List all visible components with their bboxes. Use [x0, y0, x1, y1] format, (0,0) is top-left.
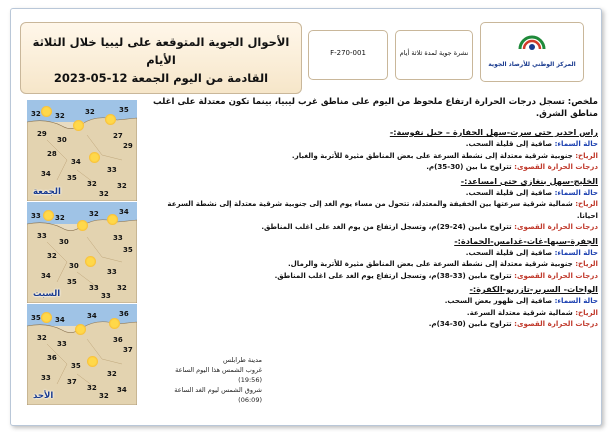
- map-temp: 32: [107, 370, 117, 378]
- sun-icon: [85, 256, 96, 267]
- region-title: الجفرة-سبها-غات-غدامس-الحمادة:-: [454, 235, 598, 246]
- map-temp: 30: [59, 238, 69, 246]
- map-day-label: الجمعة: [33, 187, 61, 197]
- sky-label: حالة السماء:: [554, 247, 598, 257]
- region-south-west: [145, 235, 598, 282]
- wind-value: شمالية شرقية سرعتها بين الخفيفة والمعتدلة، تتحول من مساء يوم الغد إلى جنوبية شرقية معتدلة إلى نشطة السرعة احيانا.: [167, 199, 598, 220]
- temp-label: درجات الحرارة القصوى:: [514, 222, 598, 231]
- sun-icon: [75, 324, 86, 335]
- map-temp: 36: [119, 310, 129, 318]
- bulletin-type: نشرة جوية لمدة ثلاثة أيام: [399, 49, 469, 57]
- sun-icon: [43, 210, 54, 221]
- map-temp: 33: [31, 212, 41, 220]
- map-temp: 32: [55, 112, 65, 120]
- region-title: راس اجدير حتى سرت-سهل الجفارة – جبل نفوسة:-: [389, 127, 598, 137]
- org-box: [480, 22, 584, 82]
- forecast-maps: [27, 100, 137, 405]
- sky-label: حالة السماء:: [554, 139, 598, 148]
- sky-label: حالة السماء:: [554, 296, 598, 305]
- map-temp: 35: [119, 106, 129, 114]
- map-temp: 34: [71, 158, 81, 166]
- temp-label: درجات الحرارة القصوى:: [514, 162, 598, 171]
- sky-label: حالة السماء:: [554, 187, 598, 197]
- map-temp: 32: [47, 252, 57, 260]
- map-temp: 33: [41, 374, 51, 382]
- sun-icon: [73, 120, 84, 131]
- org-name: المركز الوطني للأرصاد الجوية: [488, 61, 576, 68]
- map-day-label: السبت: [33, 289, 61, 299]
- temp-label: درجات الحرارة القصوى:: [514, 319, 598, 328]
- map-temp: 37: [123, 346, 133, 354]
- sunset-time: غروب الشمس هذا اليوم الساعة (19:56): [175, 366, 262, 384]
- bulletin-type-box: [395, 30, 473, 80]
- map-temp: 35: [67, 278, 77, 286]
- sky-value: صافية إلى ظهور بعض السحب.: [444, 296, 553, 305]
- map-temp: 32: [37, 334, 47, 342]
- sky-value: صافية إلى قليلة السحب.: [465, 187, 553, 197]
- sun-icon: [109, 318, 120, 329]
- wind-value: شمالية شرقية معتدلة السرعة.: [466, 307, 573, 317]
- sunrise-time: شروق الشمس ليوم الغد الساعة (06:09): [174, 386, 262, 404]
- wind-label: الرياح:: [575, 259, 598, 268]
- map-temp: 32: [89, 210, 99, 218]
- bulletin-date: القادمة من اليوم الجمعة 12-05-2023: [53, 71, 269, 85]
- temp-value: تتراوح مابين (33-38)م، وتسجل ارتفاع يوم الغد على اغلب المناطق.: [274, 270, 512, 280]
- map-temp: 34: [119, 208, 129, 216]
- map-temp: 27: [113, 132, 123, 140]
- wind-label: الرياح:: [575, 199, 598, 208]
- sun-icon: [87, 356, 98, 367]
- map-temp: 35: [123, 246, 133, 254]
- sun-icon: [77, 220, 88, 231]
- map-temp: 36: [47, 354, 57, 362]
- forecast-content: [145, 96, 598, 332]
- map-day3: [27, 304, 137, 405]
- map-temp: 33: [113, 234, 123, 242]
- map-temp: 29: [37, 130, 47, 138]
- temp-value: تتراوح ما بين (30-35)م.: [426, 162, 512, 171]
- map-temp: 30: [57, 136, 67, 144]
- map-temp: 32: [87, 384, 97, 392]
- sun-times: [150, 355, 262, 405]
- sky-value: صافية إلى قليلة السحب.: [465, 247, 553, 257]
- map-day1: [27, 100, 137, 201]
- map-temp: 35: [67, 174, 77, 182]
- map-temp: 33: [37, 232, 47, 240]
- map-temp: 32: [55, 214, 65, 222]
- map-temp: 33: [57, 340, 67, 348]
- map-temp: 35: [71, 362, 81, 370]
- region-east: [145, 175, 598, 233]
- sun-icon: [89, 152, 100, 163]
- map-temp: 36: [113, 336, 123, 344]
- region-title: الخليج-سهل بنغازي حتى امساعد:-: [460, 175, 598, 186]
- map-temp: 32: [117, 284, 127, 292]
- summary: ملخص: تسجل درجات الحرارة ارتفاع ملحوظ من اليوم على مناطق غرب ليبيا، بينما تكون معتدلة على اغلب مناطق الشرق.: [153, 97, 598, 119]
- bulletin-title-box: [20, 22, 302, 94]
- map-day-label: الأحد: [33, 391, 54, 401]
- map-temp: 32: [31, 110, 41, 118]
- met-center-logo-icon: [517, 29, 547, 51]
- map-temp: 33: [107, 268, 117, 276]
- map-temp: 32: [117, 182, 127, 190]
- map-temp: 34: [55, 316, 65, 324]
- map-temp: 29: [123, 142, 133, 150]
- map-temp: 34: [41, 170, 51, 178]
- temp-label: درجات الحرارة القصوى:: [514, 270, 598, 280]
- wind-value: جنوبية شرقية معتدلة إلى نشطة السرعة على بعض المناطق مثيرة للأتربة والرمال.: [287, 259, 573, 268]
- region-west: [145, 126, 598, 173]
- sun-times-city: مدينة طرابلس: [222, 356, 262, 364]
- map-temp: 32: [87, 180, 97, 188]
- map-temp: 34: [117, 386, 127, 394]
- map-temp: 37: [67, 378, 77, 386]
- wind-label: الرياح:: [575, 307, 598, 317]
- wind-value: جنوبية شرقية معتدلة إلى نشطة السرعة على بعض المناطق مثيرة للأتربة والغبار.: [291, 150, 573, 160]
- map-temp: 28: [47, 150, 57, 158]
- form-code: F-270-001: [330, 49, 366, 57]
- sun-icon: [41, 312, 52, 323]
- map-temp: 35: [31, 314, 41, 322]
- map-temp: 33: [89, 284, 99, 292]
- map-temp: 33: [107, 166, 117, 174]
- map-temp: 32: [85, 108, 95, 116]
- bulletin-title: الأحوال الجوية المتوقعة على ليبيا خلال الثلاثة الأيام: [32, 35, 290, 67]
- map-day2: [27, 202, 137, 303]
- region-title: الواحات- السرير-تازربو-الكفرة:-: [469, 284, 598, 294]
- sun-icon: [105, 114, 116, 125]
- map-temp: 32: [99, 392, 109, 400]
- form-code-box: [308, 30, 388, 80]
- map-temp: 32: [99, 190, 109, 198]
- wind-label: الرياح:: [575, 150, 598, 160]
- temp-value: تتراوح مابين (24-29)م، وتسجل ارتفاع من يوم الغد على اغلب المناطق.: [261, 222, 512, 231]
- sun-icon: [107, 214, 118, 225]
- map-temp: 34: [41, 272, 51, 280]
- sky-value: صافية إلى قليلة السحب.: [465, 139, 553, 148]
- map-temp: 34: [87, 312, 97, 320]
- region-south-east: [145, 283, 598, 330]
- map-temp: 33: [101, 292, 111, 300]
- map-temp: 30: [69, 262, 79, 270]
- temp-value: تتراوح مابين (30-34)م.: [428, 319, 512, 328]
- sun-icon: [41, 106, 52, 117]
